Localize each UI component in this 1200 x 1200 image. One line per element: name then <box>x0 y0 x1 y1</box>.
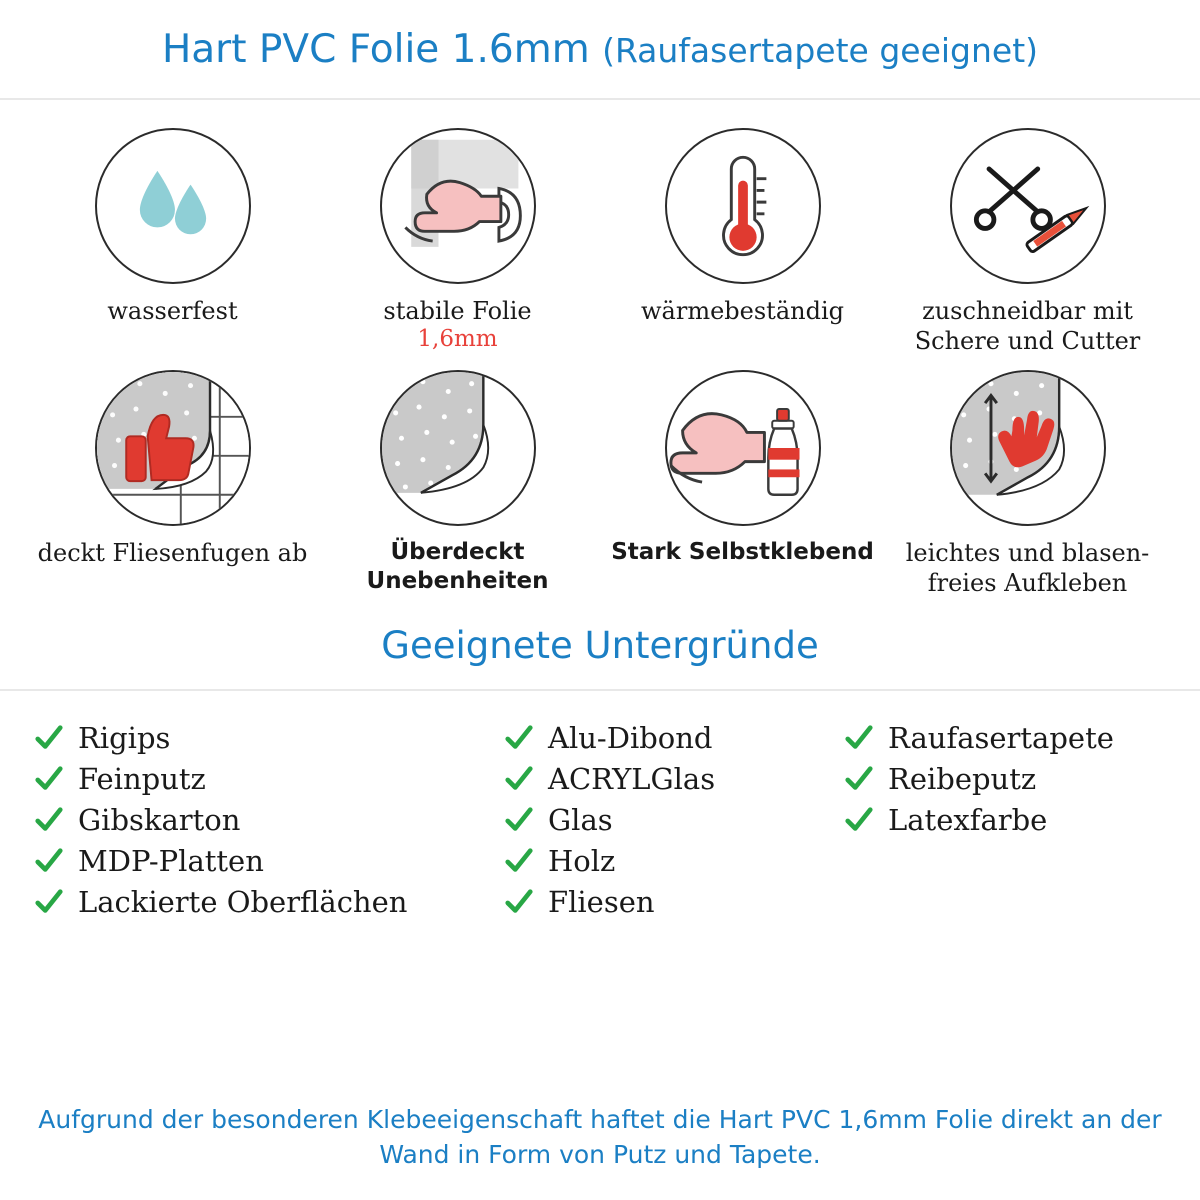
list-item-label: Reibeputz <box>888 761 1037 796</box>
feature-item <box>885 128 1170 356</box>
feature-label: stabile Folie <box>383 297 532 325</box>
check-icon <box>34 805 64 835</box>
checklist-column-2 <box>504 717 844 922</box>
check-icon <box>844 723 874 753</box>
checklist-column-1 <box>34 717 504 922</box>
water-drops-icon <box>95 128 251 284</box>
list-item <box>504 717 844 758</box>
check-icon <box>504 723 534 753</box>
list-item <box>34 881 504 922</box>
feature-item <box>315 370 600 598</box>
list-item <box>34 758 504 799</box>
list-item <box>844 717 1166 758</box>
list-item-label: Holz <box>548 843 616 878</box>
foil-peel-icon <box>380 370 536 526</box>
list-item-label: Raufasertapete <box>888 720 1114 755</box>
feature-label: Überdeckt Unebenheiten <box>366 539 549 594</box>
checklist-column-3 <box>844 717 1166 922</box>
feature-label: deckt Fliesenfugen ab <box>37 539 308 567</box>
list-item <box>844 799 1166 840</box>
check-icon <box>504 887 534 917</box>
check-icon <box>504 805 534 835</box>
feature-label: Stark Selbstklebend <box>611 539 874 565</box>
list-item-label: MDP-Platten <box>78 843 264 878</box>
list-item-label: Fliesen <box>548 884 655 919</box>
strong-arm-foil-icon <box>380 128 536 284</box>
list-item <box>34 799 504 840</box>
feature-sublabel: 1,6mm <box>417 326 498 352</box>
list-item-label: Alu-Dibond <box>548 720 713 755</box>
check-icon <box>844 805 874 835</box>
feature-label: wärmebeständig <box>641 297 844 325</box>
arm-glue-icon <box>665 370 821 526</box>
thumb-up-tiles-icon <box>95 370 251 526</box>
feature-grid <box>0 100 1200 598</box>
header <box>0 0 1200 100</box>
footnote: Aufgrund der besonderen Klebeeigenschaft haftet die Hart PVC 1,6mm Folie direkt an der Wand in Form von Putz und Tapete. <box>38 1105 1162 1169</box>
hand-smooth-icon <box>950 370 1106 526</box>
check-icon <box>844 764 874 794</box>
list-item-label: Lackierte Oberflächen <box>78 884 408 919</box>
page-title-sub: (Raufasertapete geeignet) <box>602 30 1039 70</box>
check-icon <box>504 764 534 794</box>
feature-label: leichtes und blasen-freies Aufkleben <box>905 539 1150 597</box>
list-item-label: Feinputz <box>78 761 206 796</box>
check-icon <box>34 764 64 794</box>
list-item <box>34 840 504 881</box>
list-item-label: Latexfarbe <box>888 802 1048 837</box>
list-item-label: Gibskarton <box>78 802 241 837</box>
list-item <box>504 881 844 922</box>
list-item-label: Rigips <box>78 720 171 755</box>
feature-item <box>600 370 885 598</box>
page-title-main: Hart PVC Folie 1.6mm <box>161 26 603 72</box>
feature-item <box>315 128 600 356</box>
list-item <box>34 717 504 758</box>
list-item <box>504 799 844 840</box>
page-title <box>162 27 1038 72</box>
thermometer-icon <box>665 128 821 284</box>
check-icon <box>34 887 64 917</box>
list-item-label: Glas <box>548 802 613 837</box>
list-item <box>504 758 844 799</box>
feature-item <box>30 128 315 356</box>
list-item <box>844 758 1166 799</box>
section-title-untergruende: Geeignete Untergründe <box>0 624 1200 691</box>
scissors-cutter-icon <box>950 128 1106 284</box>
check-icon <box>34 723 64 753</box>
feature-item <box>30 370 315 598</box>
list-item <box>504 840 844 881</box>
check-icon <box>34 846 64 876</box>
feature-item <box>885 370 1170 598</box>
check-icon <box>504 846 534 876</box>
suitable-surfaces-list <box>0 691 1200 922</box>
feature-label: wasserfest <box>107 297 238 325</box>
list-item-label: ACRYLGlas <box>548 761 716 796</box>
feature-item <box>600 128 885 356</box>
feature-label: zuschneidbar mit Schere und Cutter <box>914 297 1141 355</box>
